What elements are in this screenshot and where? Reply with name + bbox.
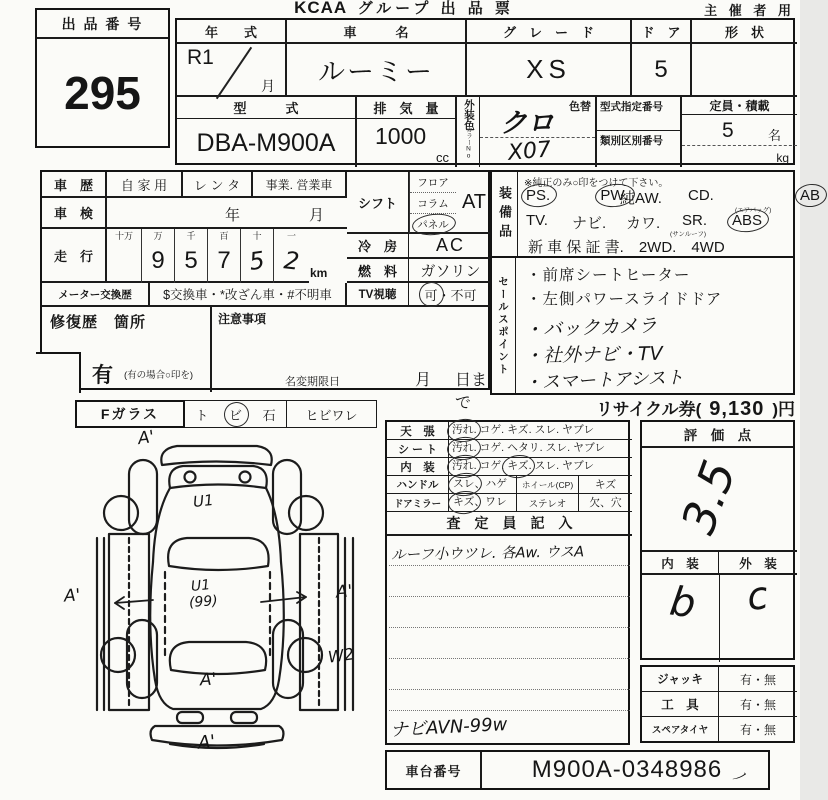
equipment-note: ※純正のみ○印をつけて下さい。 [524,178,669,189]
shape-header: 形 状 [692,20,797,44]
wheel-front-left [104,496,138,530]
capacity-cell [682,97,797,167]
inspector-note-2: ナビAVN-99w [389,713,508,742]
jack-value: 有・無 [719,667,797,692]
odometer-col-100: 百 7 [207,229,240,283]
tools-value: 有・無 [719,692,797,717]
stereo-label: ステレオ [517,494,579,512]
seat-options: 汚れ. コゲ. ヘタリ. スレ. ヤブレ [449,440,632,458]
history-commercial: 事業. 営業車 [253,172,347,198]
equip-kawa: カワ. [626,215,661,232]
car-damage-diagram [85,422,375,770]
tools-label: 工 具 [642,692,719,717]
inspector-header: 査 定 員 記 入 [387,512,632,536]
damage-mark-left-sill: A' [63,585,81,607]
damage-mark-roof-2: (99) [188,593,219,611]
grade-header: グ レ ー ド [467,20,632,44]
color-no-value: X07 [506,137,553,166]
shaken-year: 年 [225,207,241,224]
interior-label: 内 装 [387,458,449,476]
displacement-value: 1000 [375,123,427,149]
shaken-month: 月 [309,207,325,224]
equip-sr: SR. [682,212,708,229]
repair-label: 修復歴 箇所 [50,314,147,331]
accessories-table [640,665,795,743]
shift-option-column: コラム [410,193,456,214]
equip-cd: CD. [688,187,714,204]
tailgate-shape [155,680,279,709]
tail-lamp-left [177,712,203,723]
recycle-label: リサイクル券( [595,400,702,419]
history-private: 自 家 用 [107,172,183,198]
note-line-3 [389,627,630,628]
color-no-label: カラーNo. [465,125,472,166]
wheel-label: ホイール(CP) [517,476,579,494]
model-value: DBA-M900A [177,119,357,167]
audience-label: 主 催 者 用 [704,3,795,18]
equip-pw: PW. [600,187,628,204]
odometer-col-10k: 万 9 [141,229,174,283]
year-cell [177,44,287,97]
exterior-color-value: クロ [500,108,554,139]
recycle-fee [500,395,795,421]
class-label: 類別区別番号 [600,135,663,147]
capacity-divider [682,145,797,146]
rating-header: 評 価 点 [642,422,793,448]
damage-mark-right-sill: A' [335,581,353,603]
interior-grade-label: 内 装 [642,550,719,575]
shape-value [692,44,797,97]
sales-point-1: ・前席シートヒーター [526,267,691,284]
jack-label: ジャッキ [642,667,719,692]
ac-value: AC [409,234,492,259]
lot-number-value: 295 [64,66,141,119]
front-fender-left [129,460,157,534]
shift-option-panel: パネル [417,218,449,231]
notes-cell [212,307,492,412]
chassis-row [385,750,770,790]
windshield-shape [168,538,268,570]
chassis-label: 車台番号 [387,752,482,788]
meter-history-label: メーター交換歴 [42,283,150,307]
tv-ng-option: 不可 [450,287,477,303]
wheel-rear-right [288,638,322,672]
sales-point-5: ・スマートアシスト [523,367,685,394]
notes-label: 注意事項 [218,312,267,326]
equipment-line2 [524,212,794,234]
seat-label: シ ー ト [387,440,449,458]
grade-value: XS [467,44,632,97]
tv-label: TV視聴 [347,283,409,307]
equip-tv: TV. [526,212,548,229]
ac-label: 冷 房 [347,234,409,259]
rename-month: 月 [415,372,432,389]
tv-ok-option: 可 [424,285,437,304]
damage-mark-front-left: A' [136,426,156,450]
repair-exists: 有 [92,364,113,387]
grade-divider [719,575,720,662]
interior-grade-value: b [666,578,699,628]
type-cert-label: 型式指定番号 [600,101,663,113]
rename-deadline-label: 名変期限日 [285,376,340,388]
history-table [40,170,490,412]
headliner-label: 天 張 [387,422,449,440]
capacity-value: 5 [722,119,734,142]
note-line-6 [389,710,630,711]
odometer-col-1: 一 2 [273,229,309,283]
front-bumper-shape [161,446,271,465]
tv-options: 可 ・ 不可 [409,283,492,307]
equip-abs: ABS [732,212,763,229]
equipment-block [490,170,821,258]
steering-label: ハンドル [387,476,449,494]
shift-options [409,172,456,234]
repair-box-notch [36,352,81,393]
repair-exists-note: (有の場合○印を) [124,370,194,381]
interior-options: 汚れ. コゲ. キズ. スレ. ヤブレ [449,458,632,476]
fuel-value: ガソリン [409,259,492,283]
mirror-label: ドアミラー [387,494,449,512]
wiper-pivot-right [240,472,251,483]
note-line-1 [389,565,630,566]
front-glass-label: Fガラス [75,400,185,428]
chassis-stray-mark: ノ [729,767,748,787]
year-header: 年 式 [177,20,287,44]
load-unit: kg [776,151,789,165]
glass-option-stonechip: ト ビ 石 [185,400,287,428]
history-rental: レ ン タ [183,172,253,198]
exterior-grade-label: 外 装 [719,550,797,575]
recolor-label: 色替 [569,101,591,113]
damage-mark-hood: U1 [192,490,215,512]
year-value: R1 [187,46,214,69]
year-slash [216,47,252,100]
wheel-options: キズ [579,476,632,494]
arrow-left-line [115,600,153,603]
recycle-suffix: )円 [772,400,795,419]
odometer-col-10: 十 5 [240,229,273,283]
year-month-suffix: 月 [261,78,275,94]
damage-mark-roof-1: U1 [190,577,211,595]
damage-mark-rear-bumper: A' [197,731,217,754]
spare-tire-label: スペアタイヤ [642,717,719,741]
name-header: 車 名 [287,20,467,44]
door-value: 5 [632,44,692,97]
stereo-options: 欠、穴 [579,494,632,512]
headliner-options: 汚れ. コゲ. キズ. スレ. ヤブレ [449,422,632,440]
displacement-unit: cc [436,150,449,165]
rear-bumper-shape [151,726,284,746]
note-line-5 [389,689,630,690]
mirror-options: キズ、ワレ [449,494,517,512]
history-label: 車 歴 [42,172,107,198]
capacity-header: 定員・積載 [682,97,797,115]
equip-ab: AB [800,187,821,204]
body-left-edge [150,562,155,680]
car-name-value: ルーミー [287,44,467,97]
form-title-text: グループ 出 品 票 [357,0,514,17]
recycle-amount: 9,130 [709,398,765,420]
mileage-label: 走 行 [42,229,107,283]
sales-point-2: ・左側パワースライドドア [526,291,723,308]
wiper-pivot-left [185,472,196,483]
rating-box [640,420,795,660]
meter-history-legend: $交換車・*改ざん車・#不明車 [150,283,347,307]
rating-score: 3.5 [670,453,747,541]
chassis-value: M900A-0348986 [531,756,723,783]
glass-option-crack: ヒビワレ [287,400,377,428]
shift-value: AT [456,172,492,234]
sales-points-block [490,258,795,395]
note-line-2 [389,596,630,597]
wheel-front-right [289,496,323,530]
shift-label: シフト [347,172,409,234]
spare-tire-value: 有・無 [739,722,776,737]
equipment-label: 装備品 [492,172,518,256]
equip-ab-sub: (エアバッグ) [735,207,772,214]
inspector-note-1: ルーフ小ウツレ. 各Aw. ウスA [390,544,585,564]
displacement-header: 排 気 量 [357,97,457,119]
tail-lamp-right [231,712,257,723]
brand-logo: KCAA [294,0,348,17]
capacity-unit: 名 [767,128,781,143]
shaken-cell [107,198,347,229]
odometer-col-100k: 十万 [114,231,133,241]
damage-mark-rear-right: W2 [326,644,356,667]
note-line-4 [389,658,630,659]
equipment-line3: 新 車 保 証 書. 2WD. 4WD [528,239,725,256]
shaken-label: 車 検 [42,198,107,229]
fuel-label: 燃 料 [347,259,409,283]
odometer-col-1k: 千 5 [174,229,207,283]
door-header: ド ア [632,20,692,44]
vehicle-table [175,18,795,165]
condition-table [385,420,630,745]
color-cell [480,97,597,167]
type-cert-cell [597,97,682,167]
rename-day: 日まで [455,372,488,412]
odometer-unit: km [310,266,328,280]
equip-sr-sub: (サンルーフ) [670,231,707,238]
sales-point-3: ・バックカメラ [523,314,658,342]
sales-points-label: セールスポイント [492,258,516,393]
form-title [244,0,564,15]
paint-strip [457,97,480,167]
shift-option-floor: フロア [410,172,456,193]
equip-navi: ナビ. [572,215,607,232]
type-cert-divider [597,130,680,131]
rear-window-shape [170,642,266,674]
lot-number-label: 出 品 番 号 [37,10,168,39]
steering-options: スレ、ハゲ [449,476,517,494]
lot-number-box [35,8,170,148]
paint-label: 外装色 [463,99,475,131]
odometer [107,229,309,283]
displacement-cell [357,119,457,167]
exterior-grade-value: c [744,572,771,620]
sales-point-4: ・社外ナビ・TV [523,342,663,368]
equip-aw: 純AW. [620,190,662,207]
equip-ps: PS. [526,187,551,204]
damage-mark-tailgate: A' [199,669,217,691]
model-header: 型 式 [177,97,357,119]
